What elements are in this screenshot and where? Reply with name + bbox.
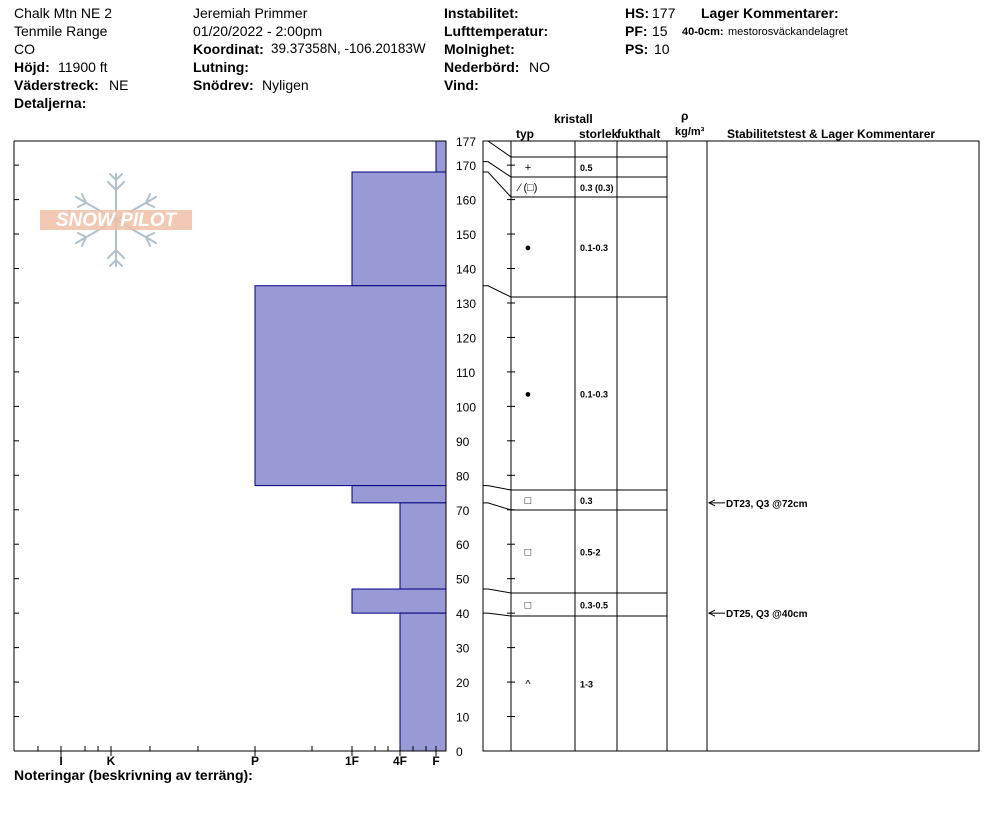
y-tick-label: 110	[456, 365, 476, 380]
hardness-bar	[352, 486, 446, 503]
pf-value: 15	[652, 23, 668, 39]
grain-size: 0.1-0.3	[580, 389, 609, 400]
density-unit: kg/m³	[675, 126, 705, 138]
hardness-bar	[352, 172, 446, 286]
depth-connector	[483, 286, 511, 297]
hardness-bar	[400, 503, 446, 589]
hardness-bar	[400, 613, 446, 751]
grain-size: 0.3-0.5	[580, 600, 609, 611]
grain-type-symbol: □	[524, 546, 532, 559]
instability-label: Instabilitet:	[444, 5, 519, 21]
layer-comment-range: 40-0cm:	[682, 26, 724, 38]
aspect-label: Väderstreck:	[14, 77, 99, 93]
notes-label: Noteringar (beskrivning av terräng):	[14, 767, 253, 783]
y-tick-label: 170	[456, 159, 477, 174]
y-tick-label: 90	[456, 434, 470, 449]
depth-connector	[483, 486, 511, 490]
y-tick-label: 100	[456, 400, 477, 415]
stability-test-label: DT23, Q3 @72cm	[726, 498, 808, 510]
x-tick-label: P	[250, 754, 260, 768]
y-tick-label: 20	[456, 676, 470, 691]
y-tick-label: 60	[456, 538, 470, 553]
moisture-header: fukthalt	[617, 127, 661, 141]
y-tick-label: 50	[456, 572, 470, 587]
precip-label: Nederbörd:	[444, 59, 520, 75]
x-tick-label: K	[106, 754, 116, 768]
x-tick-label: F	[432, 754, 440, 768]
depth-connector	[483, 503, 511, 510]
layer-comments-label: Lager Kommentarer:	[701, 5, 839, 21]
depth-connector	[483, 162, 511, 177]
grain-type-symbol: □	[524, 495, 532, 507]
elevation-value: 11900 ft	[58, 59, 108, 75]
coord-value: 39.37358N, -106.20183W	[271, 41, 426, 56]
crystal-header: kristall	[554, 112, 593, 126]
depth-connector	[483, 589, 511, 593]
coord-label: Koordinat:	[193, 41, 264, 57]
y-tick-label: 150	[456, 228, 477, 243]
layer-comment-text: mestorosväckandelagret	[728, 26, 848, 38]
density-symbol: ρ	[681, 109, 689, 123]
slope-label: Lutning:	[193, 59, 249, 75]
observer-name: Jeremiah Primmer	[193, 5, 308, 21]
hardness-bar	[255, 286, 446, 486]
wind-loading-value: Nyligen	[262, 77, 309, 93]
type-header: typ	[516, 127, 534, 141]
grain-size: 0.5	[580, 163, 593, 173]
logo-text: SNOW PILOT	[55, 210, 177, 231]
y-tick-label: 0	[456, 745, 463, 759]
y-tick-label: 70	[456, 503, 470, 518]
aspect-value: NE	[109, 77, 129, 93]
stability-test-label: DT25, Q3 @40cm	[726, 609, 808, 621]
ps-value: 10	[654, 41, 670, 57]
y-tick-label: 130	[456, 296, 477, 311]
wind-loading-label: Snödrev:	[193, 77, 254, 93]
elevation-label: Höjd:	[14, 59, 50, 75]
y-tick-label: 40	[456, 607, 470, 622]
grain-type-symbol: ●	[524, 388, 532, 401]
x-tick-label: 4F	[392, 754, 408, 768]
wind-label: Vind:	[444, 77, 479, 93]
y-tick-label: 160	[456, 193, 477, 208]
state-name: CO	[14, 41, 35, 57]
hardness-bar	[436, 141, 446, 172]
y-tick-label: 30	[456, 641, 470, 656]
air-temp-label: Lufttemperatur:	[444, 23, 549, 39]
sky-label: Molnighet:	[444, 41, 515, 57]
grain-type-symbol: +	[524, 162, 532, 174]
depth-connector	[483, 141, 511, 157]
depth-connector	[483, 613, 511, 616]
y-tick-label: 120	[456, 331, 477, 346]
pf-label: PF:	[625, 23, 648, 39]
grain-type-symbol: ⁄ (□)	[518, 182, 538, 194]
size-header: storlek	[579, 127, 619, 141]
x-tick-label: 1F	[344, 754, 360, 768]
details-label: Detaljerna:	[14, 95, 87, 111]
hardness-bar	[352, 589, 446, 613]
ps-label: PS:	[625, 41, 649, 57]
y-tick-label: 140	[456, 262, 477, 277]
y-tick-label: 177	[456, 135, 477, 149]
hs-label: HS:	[625, 5, 650, 21]
grain-type-symbol: ●	[524, 242, 532, 254]
grain-size: 0.3 (0.3)	[580, 183, 614, 193]
hs-value: 177	[652, 5, 676, 21]
range-name: Tenmile Range	[14, 23, 108, 39]
y-tick-label: 10	[456, 710, 470, 725]
grain-type-symbol: ^	[525, 678, 531, 691]
y-tick-label: 80	[456, 469, 470, 484]
grain-type-symbol: □	[524, 599, 532, 612]
grain-size: 0.1-0.3	[580, 243, 609, 253]
precip-value: NO	[529, 59, 550, 75]
profile-table-frame	[483, 141, 979, 751]
stability-header: Stabilitetstest & Lager Kommentarer	[727, 127, 936, 141]
grain-size: 1-3	[580, 679, 594, 690]
x-tick-label: I	[59, 754, 63, 768]
grain-size: 0.5-2	[580, 547, 601, 558]
site-name: Chalk Mtn NE 2	[14, 5, 113, 21]
grain-size: 0.3	[580, 496, 593, 506]
depth-connector	[483, 172, 511, 197]
observation-datetime: 01/20/2022 - 2:00pm	[193, 23, 323, 39]
